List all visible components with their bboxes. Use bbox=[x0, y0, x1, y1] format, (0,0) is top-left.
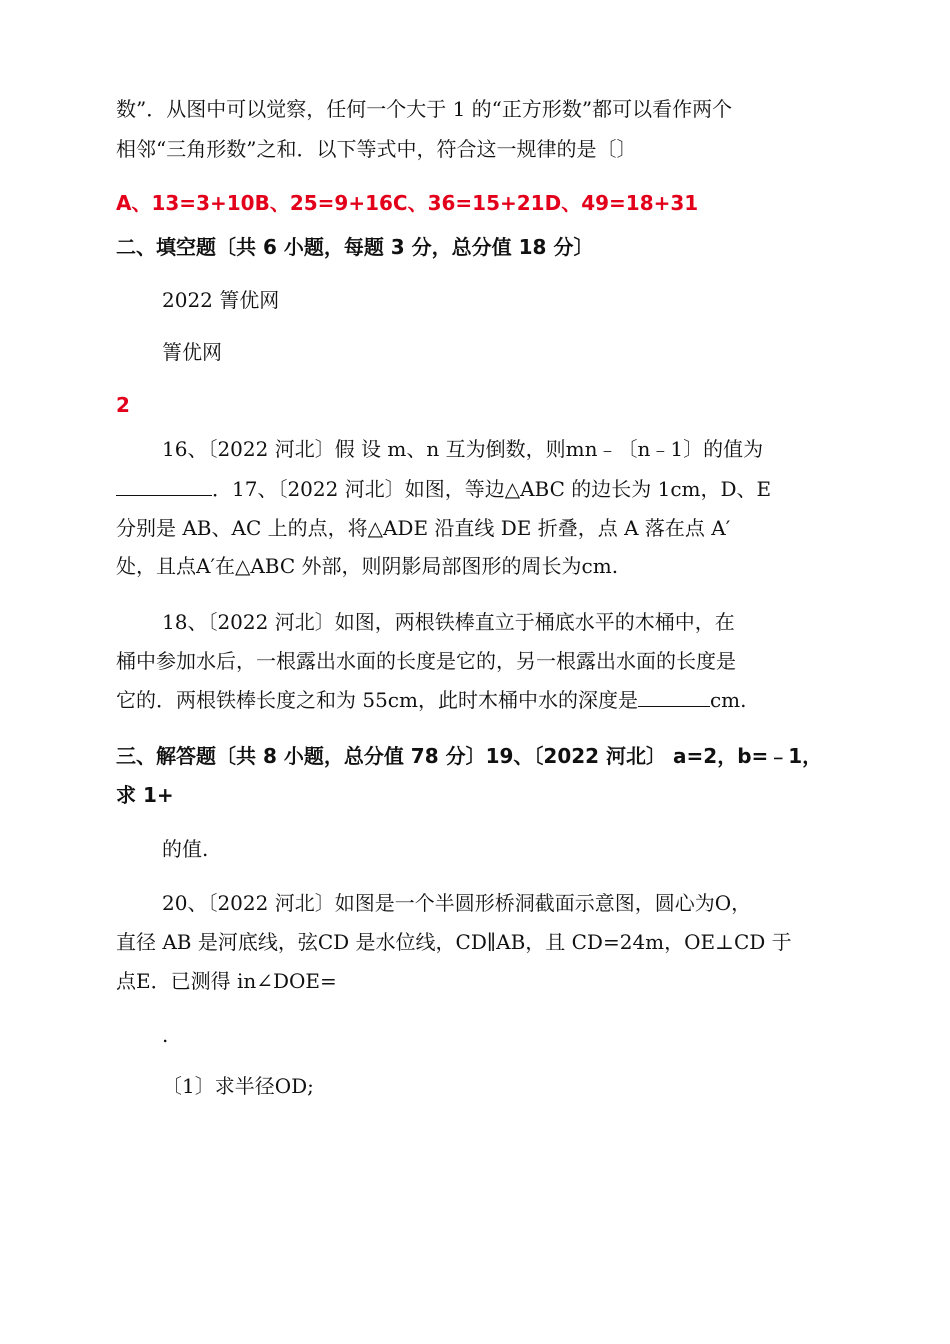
q18-line1: 18、〔2022 河北〕如图，两根铁棒直立于桶底水平的木桶中，在 bbox=[162, 610, 735, 634]
red-number: 2 bbox=[116, 393, 130, 417]
q20-dot: . bbox=[162, 1023, 169, 1047]
problem15-choices: A、13=3+10B、25=9+16C、36=15+21D、49=18+31 bbox=[116, 191, 699, 215]
q20-sub1: 〔1〕求半径OD; bbox=[162, 1074, 314, 1098]
problem15-text-line1: 数”．从图中可以觉察，任何一个大于 1 的“正方形数”都可以看作两个 bbox=[116, 97, 733, 121]
q18-unit: cm. bbox=[709, 688, 747, 712]
q19-tail: 的值. bbox=[162, 837, 209, 861]
answer-blank-16[interactable] bbox=[116, 477, 212, 496]
q18-line2: 桶中参加水后，一根露出水面的长度是它的，另一根露出水面的长度是 bbox=[116, 649, 736, 673]
q18-text-before-blank: 它的．两根铁棒长度之和为 55cm，此时木桶中水的深度是 bbox=[116, 688, 638, 712]
q20-line1: 20、〔2022 河北〕如图是一个半圆形桥洞截面示意图，圆心为O， bbox=[162, 891, 752, 915]
q20-line3: 点E．已测得 in∠DOE= bbox=[116, 969, 337, 993]
q17-line3: 处，且点A′在△ABC 外部，则阴影局部图形的周长为cm. bbox=[116, 554, 619, 578]
section3-heading-line2: 求 1+ bbox=[116, 783, 174, 807]
section3-heading-line1: 三、解答题〔共 8 小题，总分值 78 分〕19、〔2022 河北〕 a=2，b=﹣1， bbox=[116, 744, 823, 768]
section2-heading: 二、填空题〔共 6 小题，每题 3 分，总分值 18 分〕 bbox=[116, 235, 594, 259]
q18-line3 bbox=[116, 687, 747, 713]
q17-text-1: ．17、〔2022 河北〕如图，等边△ABC 的边长为 1cm，D、E bbox=[212, 477, 772, 501]
answer-blank-18[interactable] bbox=[638, 688, 710, 707]
watermark-text-2: 箐优网 bbox=[162, 340, 222, 364]
watermark-text-1: 2022 箐优网 bbox=[162, 288, 280, 312]
problem15-text-line2: 相邻“三角形数”之和．以下等式中，符合这一规律的是〔〕 bbox=[116, 137, 637, 161]
q20-line2: 直径 AB 是河底线，弦CD 是水位线，CD∥AB，且 CD=24m，OE⊥CD 于 bbox=[116, 930, 792, 954]
q17-line2: 分别是 AB、AC 上的点，将△ADE 沿直线 DE 折叠，点 A 落在点 A′ bbox=[116, 516, 731, 540]
q16-text: 16、〔2022 河北〕假 设 m、n 互为倒数，则mn﹣〔n﹣1〕的值为 bbox=[162, 437, 764, 461]
q17-line1 bbox=[116, 476, 771, 502]
